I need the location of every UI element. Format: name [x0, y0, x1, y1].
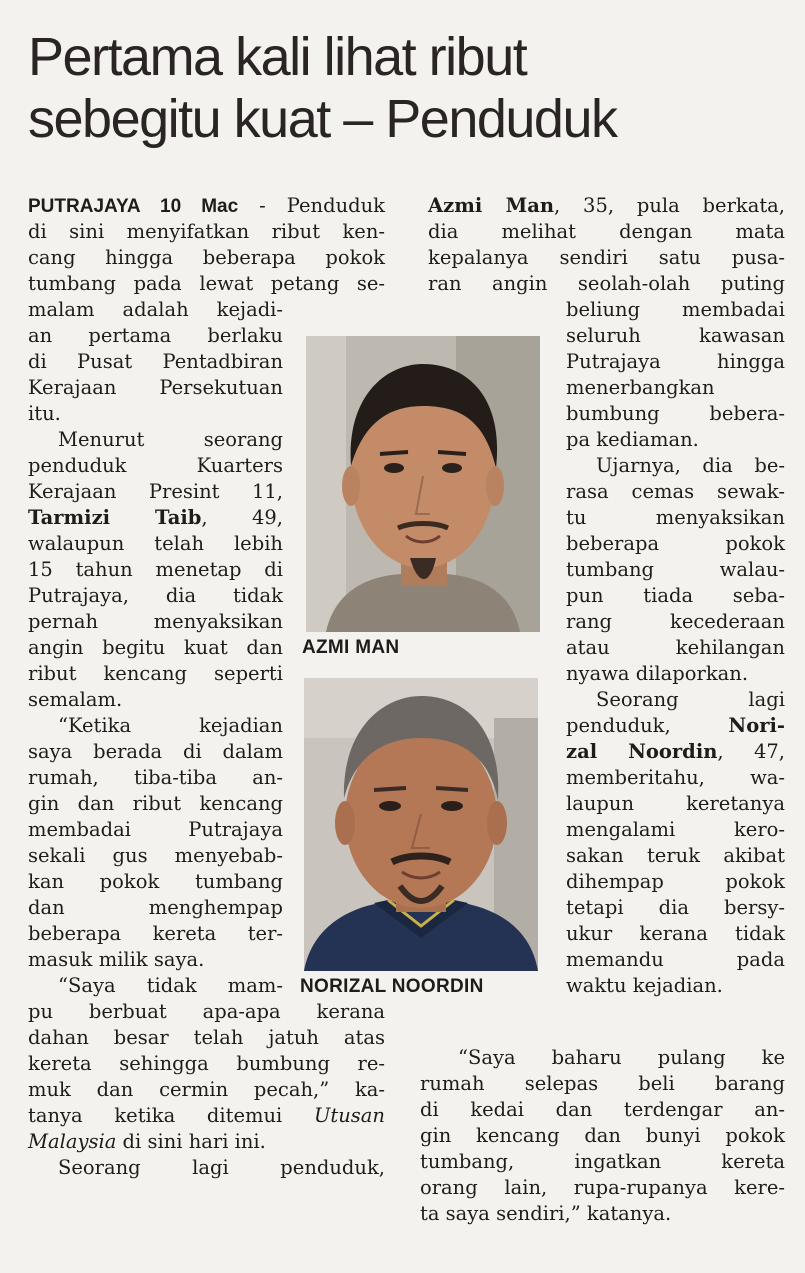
- paragraph-line: pun tiada seba-: [566, 584, 785, 607]
- paragraph-line: walaupun telah lebih: [28, 532, 283, 555]
- paragraph-line: dan menghempap: [28, 896, 283, 919]
- paragraph-line: sakan teruk akibat: [566, 844, 785, 867]
- paragraph-line: ta saya sendiri,” katanya.: [420, 1202, 672, 1225]
- headline-line-2: sebegitu kuat – Penduduk: [28, 89, 617, 149]
- paragraph-line: an pertama berlaku: [28, 324, 283, 347]
- person-name: zal Noordin: [566, 740, 718, 763]
- paragraph-line: Putrajaya hingga: [566, 350, 785, 373]
- paragraph-line: membadai Putrajaya: [28, 818, 283, 841]
- paragraph-line: “Ketika kejadian: [58, 714, 283, 737]
- paragraph-line: Menurut seorang: [58, 428, 283, 451]
- paragraph-line: zal Noordin, 47,: [566, 740, 785, 763]
- photo-caption-norizal-noordin: NORIZAL NOORDIN: [300, 976, 484, 997]
- paragraph-line: ukur kerana tidak: [566, 922, 785, 945]
- paragraph-line: di kedai dan terdengar an-: [420, 1098, 785, 1121]
- paragraph-line: dahan besar telah jatuh atas: [28, 1026, 385, 1049]
- paragraph-line: “Saya baharu pulang ke: [458, 1046, 785, 1069]
- paragraph-line: Seorang lagi: [596, 688, 785, 711]
- paragraph-line: penduduk, Nori-: [566, 714, 785, 737]
- photo-norizal-noordin: [304, 678, 538, 971]
- paragraph-line: “Saya tidak mam-: [58, 974, 283, 997]
- paragraph-line: Seorang lagi penduduk,: [58, 1156, 385, 1179]
- paragraph-line: PUTRAJAYA 10 Mac - Penduduk: [28, 194, 385, 217]
- paragraph-line: sekali gus menyebab-: [28, 844, 283, 867]
- paragraph-line: gin dan ribut kencang: [28, 792, 283, 815]
- article-headline: [28, 26, 788, 150]
- paragraph-line: laupun keretanya: [566, 792, 785, 815]
- paragraph-line: ribut kencang seperti: [28, 662, 283, 685]
- paragraph-line: beberapa pokok: [566, 532, 785, 555]
- paragraph-line: pu berbuat apa-apa kerana: [28, 1000, 385, 1023]
- paragraph-line: seluruh kawasan: [566, 324, 785, 347]
- paragraph-line: beberapa kereta ter-: [28, 922, 283, 945]
- paragraph-line: malam adalah kejadi-: [28, 298, 283, 321]
- paragraph-line: nyawa dilaporkan.: [566, 662, 749, 685]
- person-name: Azmi Man: [428, 194, 555, 217]
- paragraph-line: orang lain, rupa-rupanya kere-: [420, 1176, 785, 1199]
- paragraph-line: tumbang pada lewat petang se-: [28, 272, 385, 295]
- paragraph-line: rang kecederaan: [566, 610, 785, 633]
- paragraph-line: angin begitu kuat dan: [28, 636, 283, 659]
- paragraph-line: di Pusat Pentadbiran: [28, 350, 283, 373]
- paragraph-line: Malaysia di sini hari ini.: [28, 1130, 266, 1153]
- paragraph-line: Tarmizi Taib, 49,: [28, 506, 283, 529]
- paragraph-line: tetapi dia bersy-: [566, 896, 785, 919]
- paragraph-line: 15 tahun menetap di: [28, 558, 283, 581]
- paragraph-line: di sini menyifatkan ribut ken-: [28, 220, 385, 243]
- paragraph-line: Ujarnya, dia be-: [596, 454, 785, 477]
- paragraph-line: rumah, tiba-tiba an-: [28, 766, 283, 789]
- paragraph-line: kan pokok tumbang: [28, 870, 283, 893]
- paragraph-line: itu.: [28, 402, 61, 425]
- paragraph-line: bumbung bebera-: [566, 402, 785, 425]
- paragraph-line: dihempap pokok: [566, 870, 785, 893]
- person-name: Tarmizi Taib: [28, 506, 202, 529]
- paragraph-line: tanya ketika ditemui Utusan: [28, 1104, 385, 1127]
- paragraph-line: tu menyaksikan: [566, 506, 785, 529]
- paragraph-line: menerbangkan: [566, 376, 715, 399]
- paragraph-line: semalam.: [28, 688, 123, 711]
- publication-name: Malaysia: [28, 1130, 117, 1153]
- paragraph-line: waktu kejadian.: [566, 974, 723, 997]
- paragraph-line: cang hingga beberapa pokok: [28, 246, 385, 269]
- paragraph-line: dia melihat dengan mata: [428, 220, 785, 243]
- paragraph-line: masuk milik saya.: [28, 948, 205, 971]
- paragraph-line: Kerajaan Presint 11,: [28, 480, 283, 503]
- paragraph-line: beliung membadai: [566, 298, 785, 321]
- paragraph-line: Putrajaya, dia tidak: [28, 584, 283, 607]
- paragraph-line: kereta sehingga bumbung re-: [28, 1052, 385, 1075]
- headline-line-1: Pertama kali lihat ribut: [28, 27, 527, 87]
- paragraph-line: rumah selepas beli barang: [420, 1072, 785, 1095]
- paragraph-line: atau kehilangan: [566, 636, 785, 659]
- paragraph-line: pa kediaman.: [566, 428, 699, 451]
- photo-azmi-man: [306, 336, 540, 632]
- paragraph-line: Azmi Man, 35, pula berkata,: [428, 194, 786, 217]
- paragraph-line: gin kencang dan bunyi pokok: [420, 1124, 785, 1147]
- paragraph-line: Kerajaan Persekutuan: [28, 376, 283, 399]
- paragraph-line: penduduk Kuarters: [28, 454, 283, 477]
- paragraph-line: pernah menyaksikan: [28, 610, 283, 633]
- paragraph-line: memberitahu, wa-: [566, 766, 785, 789]
- person-name: Nori-: [728, 714, 785, 737]
- paragraph-line: mengalami kero-: [566, 818, 785, 841]
- paragraph-line: muk dan cermin pecah,” ka-: [28, 1078, 385, 1101]
- paragraph-line: kepalanya sendiri satu pusa-: [428, 246, 785, 269]
- photo-caption-azmi-man: AZMI MAN: [302, 637, 400, 658]
- paragraph-line: ran angin seolah-olah puting: [428, 272, 785, 295]
- publication-name: Utusan: [313, 1104, 385, 1127]
- paragraph-line: saya berada di dalam: [28, 740, 283, 763]
- paragraph-line: memandu pada: [566, 948, 785, 971]
- paragraph-line: rasa cemas sewak-: [566, 480, 785, 503]
- paragraph-line: tumbang walau-: [566, 558, 785, 581]
- paragraph-line: tumbang, ingatkan kereta: [420, 1150, 785, 1173]
- dateline: PUTRAJAYA 10 Mac: [28, 196, 239, 217]
